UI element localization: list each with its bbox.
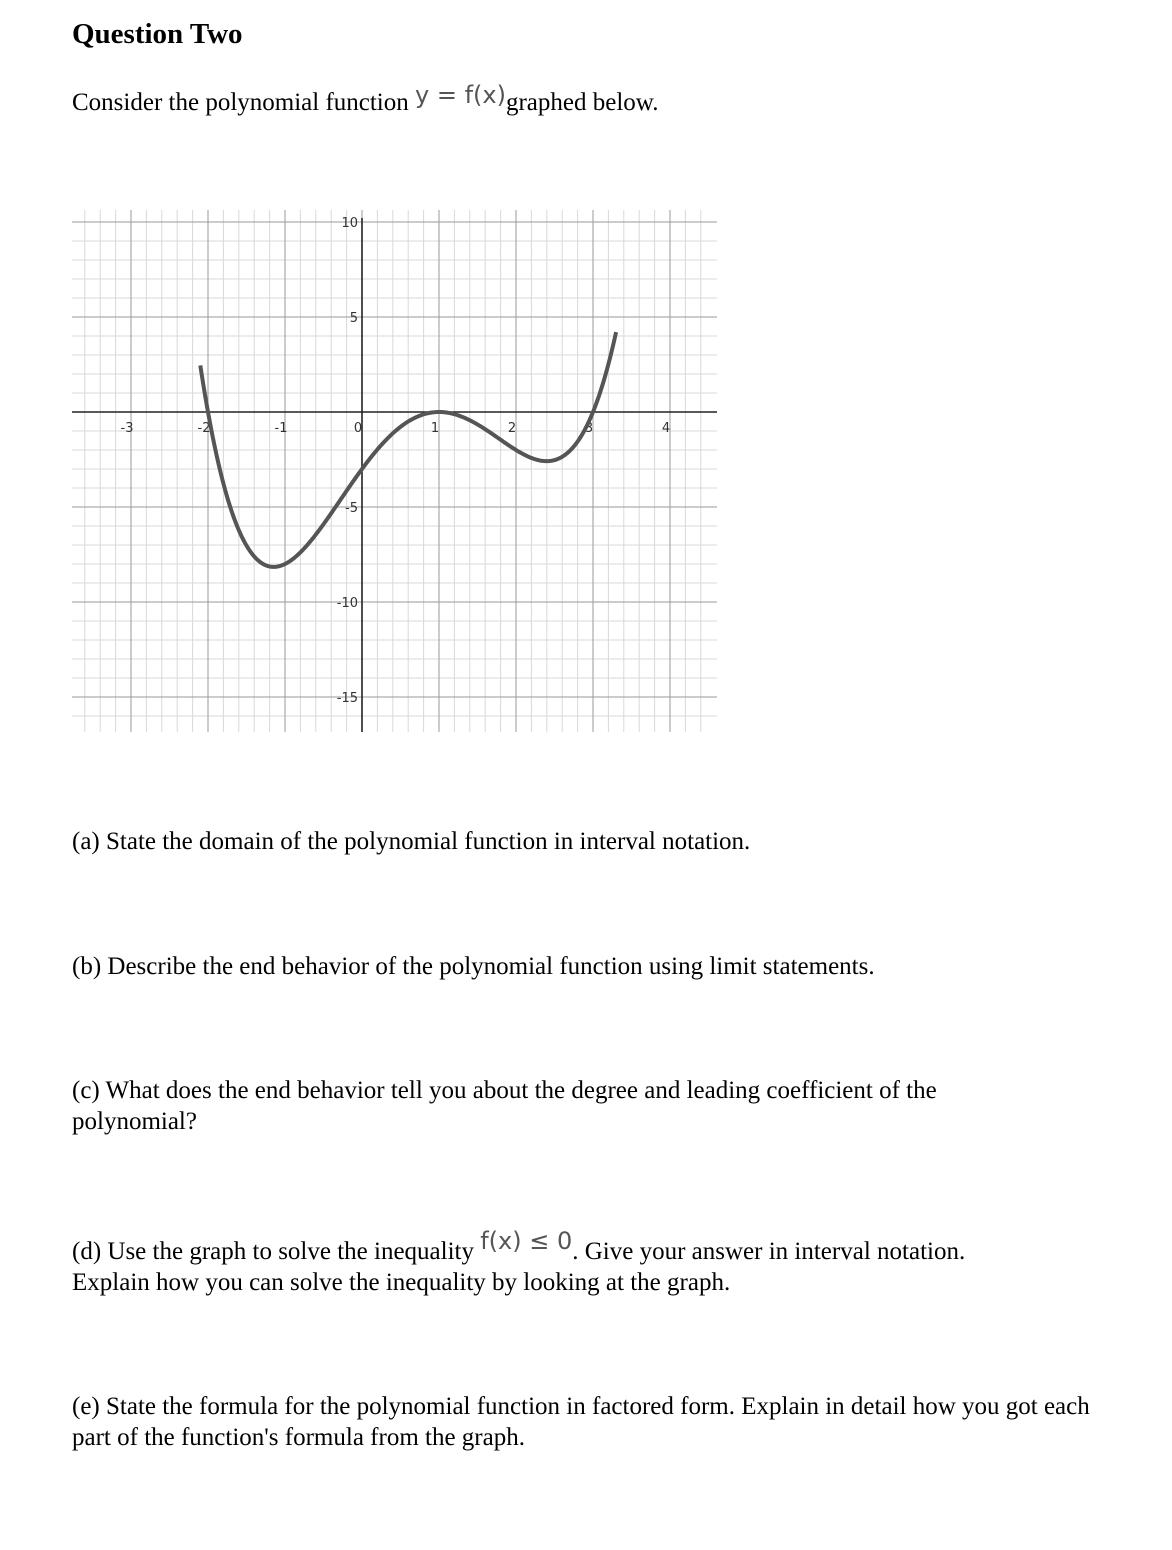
y-tick-label: -5: [345, 501, 358, 516]
question-title: Question Two: [72, 18, 243, 50]
x-tick-label: -2: [197, 421, 211, 436]
question-d-after: . Give your answer in interval notation. Explain how you can solve the inequality by looking at the graph.: [72, 1238, 966, 1296]
question-d-before: (d) Use the graph to solve the inequality: [72, 1238, 481, 1265]
x-tick-label: -3: [120, 421, 134, 436]
intro-math: y = f(x): [415, 81, 506, 109]
inequality-math: f(x) ≤ 0: [480, 1227, 573, 1255]
intro-before: Consider the polynomial function: [72, 89, 416, 116]
question-e: (e) State the formula for the polynomial function in factored form. Explain in detail how you got each part of the function's formula from the graph.: [72, 1393, 1090, 1451]
x-tick-label: 0: [353, 421, 363, 436]
polynomial-graph: [72, 210, 717, 732]
y-tick-label: -15: [336, 691, 358, 706]
intro-after: graphed below.: [505, 89, 659, 116]
y-tick-label: 10: [341, 216, 358, 231]
question-a: (a) State the domain of the polynomial function in interval notation.: [72, 828, 751, 855]
x-tick-label: 2: [507, 421, 517, 436]
intro-text: [72, 81, 659, 117]
question-b: (b) Describe the end behavior of the polynomial function using limit statements.: [72, 953, 875, 980]
x-tick-label: 1: [430, 421, 440, 436]
question-c: (c) What does the end behavior tell you about the degree and leading coefficient of the polynomial?: [72, 1077, 937, 1135]
question-d: [72, 1227, 972, 1298]
x-tick-label: -1: [274, 421, 288, 436]
x-tick-label: 4: [661, 421, 671, 436]
y-tick-label: 5: [349, 311, 358, 326]
y-tick-label: -10: [336, 596, 358, 611]
x-tick-label: 3: [584, 421, 594, 436]
